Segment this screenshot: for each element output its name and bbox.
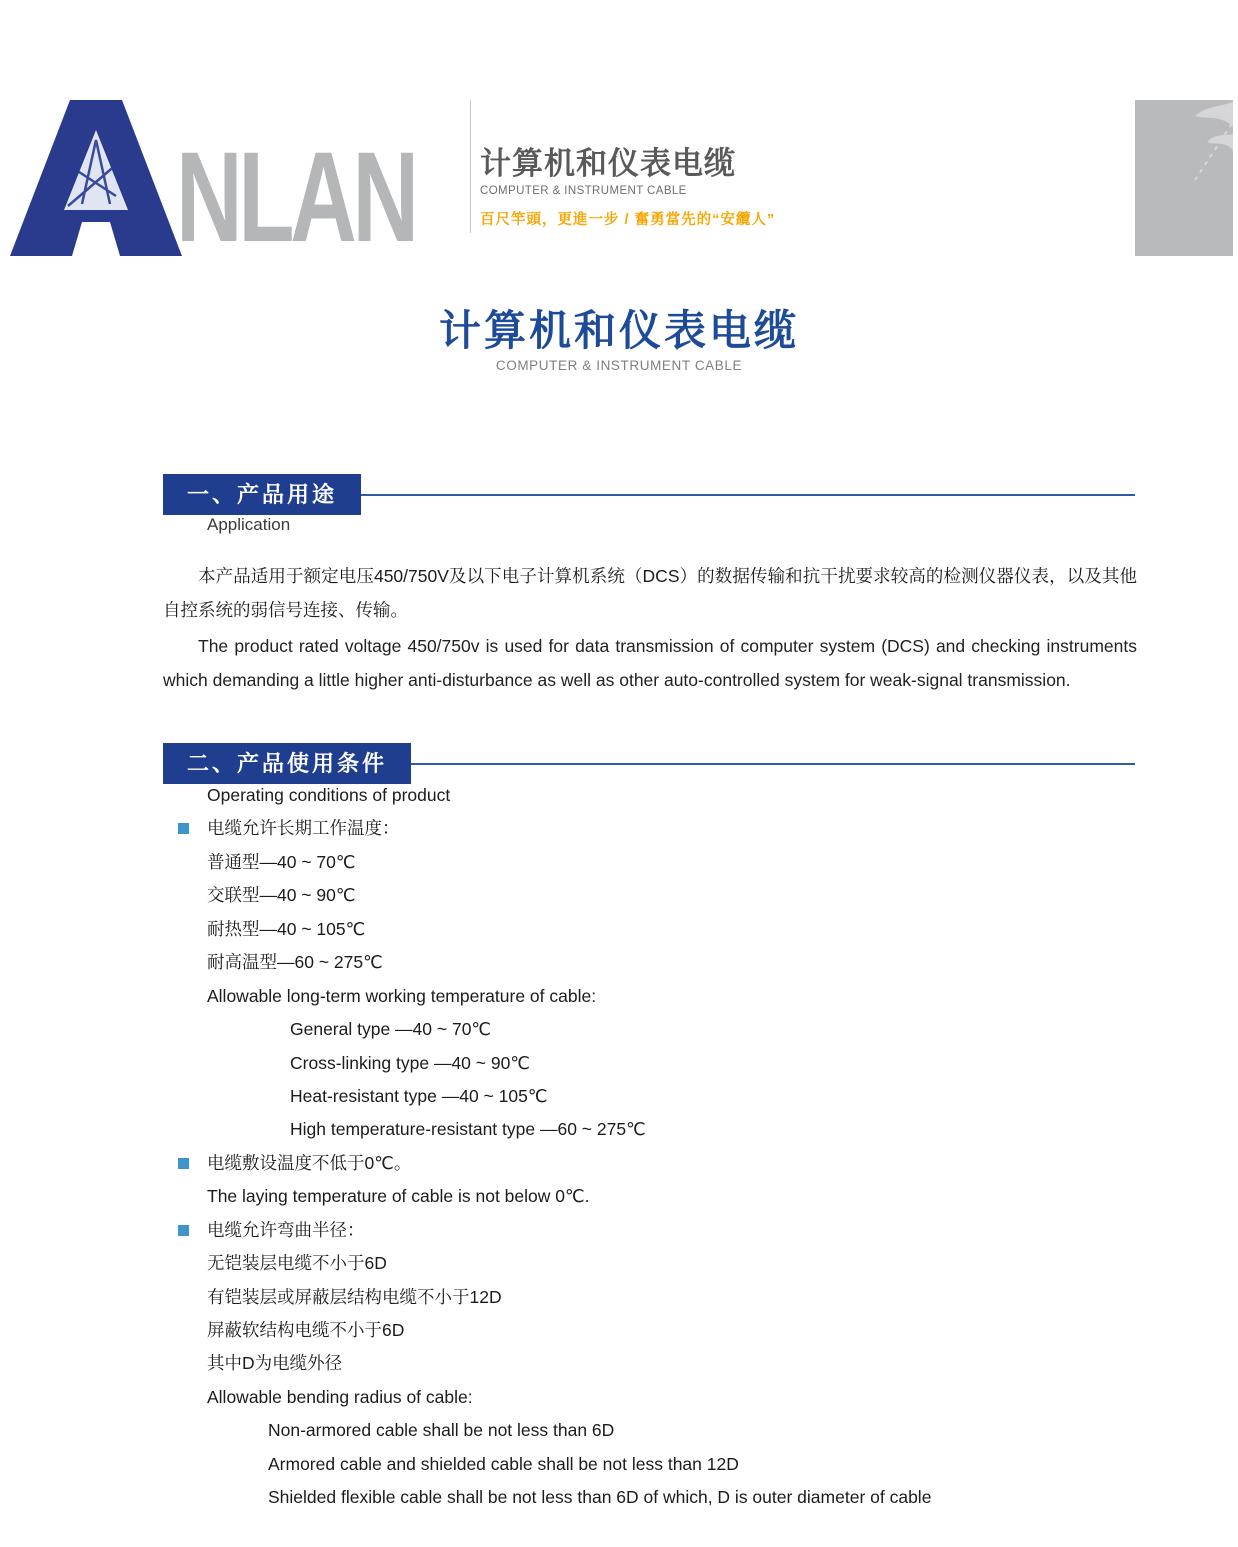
- condition-text: 有铠装层或屏蔽层结构电缆不小于12D: [207, 1286, 502, 1307]
- condition-text: 电缆敷设温度不低于0℃。: [207, 1152, 412, 1173]
- bullet-square-icon: [178, 1225, 189, 1236]
- condition-line: [163, 946, 1143, 979]
- condition-line: [163, 1113, 1143, 1146]
- header-slogan: 百尺竿頭，更進一步 / 奮勇當先的“安纜人”: [480, 212, 776, 228]
- condition-text: High temperature-resistant type —60 ~ 275℃: [290, 1119, 646, 1140]
- condition-line: [163, 1080, 1143, 1113]
- condition-text: Allowable bending radius of cable:: [207, 1386, 473, 1407]
- page-subtitle: COMPUTER & INSTRUMENT CABLE: [495, 358, 743, 373]
- conditions-list: [163, 779, 1143, 1515]
- condition-text: 普通型—40 ~ 70℃: [207, 851, 356, 872]
- condition-line: [163, 1448, 1143, 1481]
- condition-text: 电缆允许长期工作温度：: [207, 818, 400, 839]
- header-photo: [1135, 100, 1233, 256]
- condition-text: 耐高温型—60 ~ 275℃: [207, 952, 383, 973]
- condition-text: 耐热型—40 ~ 105℃: [207, 918, 366, 939]
- condition-line: [163, 879, 1143, 912]
- condition-line: [163, 812, 1143, 845]
- condition-text: 无铠装层电缆不小于6D: [207, 1253, 387, 1274]
- bullet-square-icon: [178, 823, 189, 834]
- condition-line: [163, 1247, 1143, 1280]
- header-product-title-en: COMPUTER & INSTRUMENT CABLE: [480, 185, 687, 197]
- anlan-logo-a-icon: [10, 100, 182, 256]
- section-conditions-subtitle: Operating conditions of product: [207, 785, 451, 805]
- section-application-subtitle: Application: [207, 515, 291, 534]
- condition-line: [163, 980, 1143, 1013]
- leaf-icon: [1135, 100, 1233, 256]
- application-paragraph-zh: 本产品适用于额定电压450/750V及以下电子计算机系统（DCS）的数据传输和抗干扰要求较高的检测仪器仪表，以及其他自控系统的弱信号连接、传输。: [163, 566, 1137, 620]
- condition-line: [163, 1281, 1143, 1314]
- condition-line: [163, 1414, 1143, 1447]
- application-paragraph-en: The product rated voltage 450/750v is used for data transmission of computer system (DCS) and checking instruments which demanding a little higher anti-disturbance as well as other auto-controlled system for weak-signal transmission.: [163, 636, 1137, 690]
- section-rule-line: [411, 763, 1135, 765]
- condition-text: Heat-resistant type —40 ~ 105℃: [290, 1085, 548, 1106]
- condition-line: [163, 1047, 1143, 1080]
- page-title: 计算机和仪表电缆: [438, 307, 799, 354]
- section-application-title: 一、产品用途: [163, 474, 361, 515]
- condition-text: Non-armored cable shall be not less than 6D: [268, 1420, 615, 1441]
- condition-text: 交联型—40 ~ 90℃: [207, 885, 356, 906]
- header-product-title-zh: 计算机和仪表电缆: [480, 146, 736, 181]
- condition-text: Cross-linking type —40 ~ 90℃: [290, 1052, 530, 1073]
- section-conditions-header: [163, 743, 1135, 784]
- condition-text: 电缆允许弯曲半径：: [207, 1219, 365, 1240]
- condition-text: The laying temperature of cable is not below 0℃.: [207, 1186, 590, 1207]
- condition-text: General type —40 ~ 70℃: [290, 1019, 492, 1040]
- condition-line: [163, 1214, 1143, 1247]
- condition-line: [163, 1347, 1143, 1380]
- condition-text: 其中D为电缆外径: [207, 1353, 343, 1374]
- bullet-square-icon: [178, 1158, 189, 1169]
- condition-text: Armored cable and shielded cable shall be not less than 12D: [268, 1453, 739, 1474]
- condition-line: [163, 846, 1143, 879]
- condition-line: [163, 1314, 1143, 1347]
- section-conditions-title: 二、产品使用条件: [163, 743, 411, 784]
- condition-line: [163, 1013, 1143, 1046]
- condition-line: [163, 913, 1143, 946]
- logo-text: NLAN: [176, 126, 415, 269]
- condition-line: [163, 1180, 1143, 1213]
- section-rule-line: [361, 494, 1135, 496]
- condition-line: [163, 1481, 1143, 1514]
- header-divider: [470, 100, 471, 233]
- condition-line: [163, 1381, 1143, 1414]
- condition-line: [163, 1147, 1143, 1180]
- condition-text: 屏蔽软结构电缆不小于6D: [207, 1320, 405, 1340]
- section-application-header: [163, 474, 1135, 515]
- condition-text: Allowable long-term working temperature of cable:: [207, 985, 597, 1006]
- condition-text: Shielded flexible cable shall be not less than 6D of which, D is outer diameter of cable: [268, 1487, 932, 1508]
- header-titles: [480, 144, 1040, 229]
